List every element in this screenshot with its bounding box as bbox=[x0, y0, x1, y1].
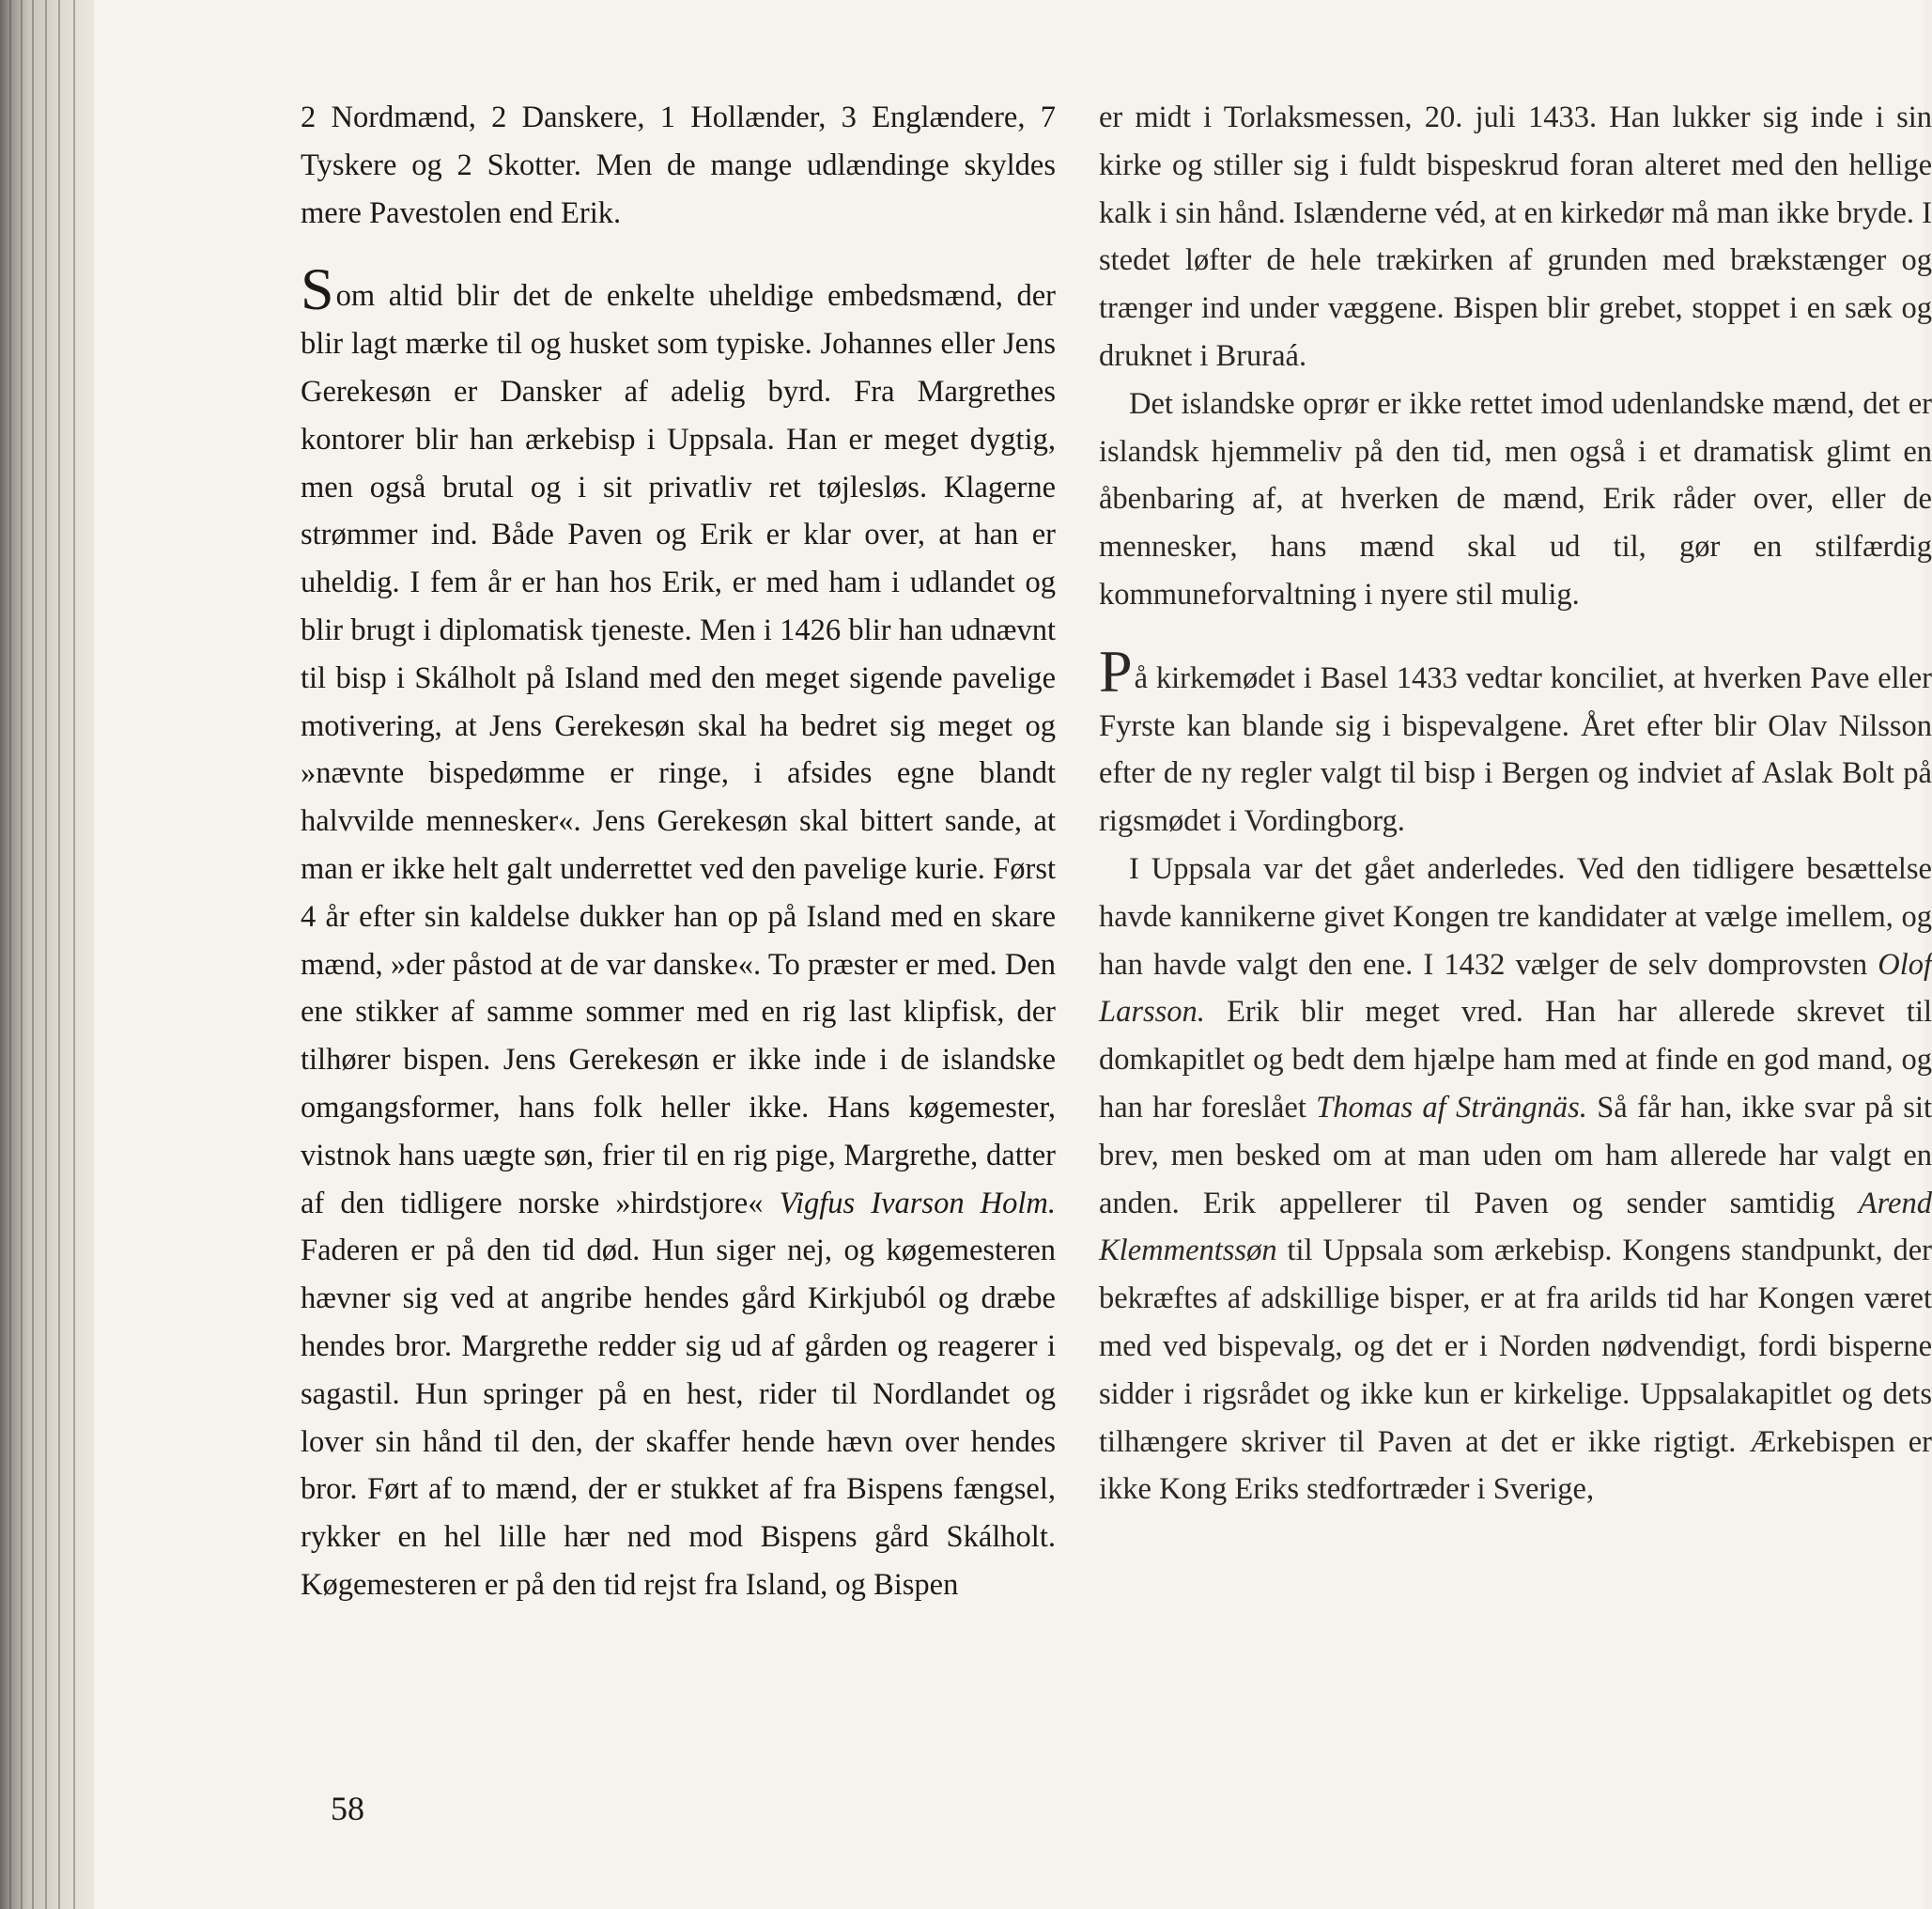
page-number: 58 bbox=[331, 1790, 364, 1827]
paragraph bbox=[1099, 846, 1932, 1513]
paragraph-text: Det islandske oprør er ikke rettet imod udenlandske mænd, det er islandsk hjemmeliv på den tid, men også i et dramatisk glimt en åbenbaring af, at hverken de mænd, Erik råder over, eller de mennesker, hans mænd skal ud til, gør en stilfærdig kommuneforvaltning i nyere stil mulig. bbox=[1099, 386, 1932, 612]
drop-cap: S bbox=[301, 256, 334, 323]
left-column bbox=[301, 94, 1056, 1609]
paragraph bbox=[1099, 94, 1932, 380]
paragraph bbox=[301, 256, 1056, 1608]
paragraph-text: å kirkemødet i Basel 1433 vedtar konciliet, at hverken Pave eller Fyrste kan blande sig i bispevalgene. Året efter blir Olav Nilsson efter de ny regler valgt til bisp i Bergen og indviet af Aslak Bolt på rigsmødet i Vordingborg. bbox=[1099, 660, 1932, 839]
paragraph bbox=[301, 94, 1056, 237]
italic-name: Vigfus Ivarson Holm. bbox=[779, 1186, 1056, 1220]
paragraph bbox=[1099, 637, 1932, 846]
paragraph-text: Så får han, ikke svar på sit brev, men besked om at man uden om ham allerede har valgt en anden. Erik appellerer til Paven og sender samtidig bbox=[1099, 1090, 1932, 1220]
paragraph-text: til Uppsala som ærkebisp. Kongens standpunkt, der bekræftes af adskillige bisper, er at fra arilds tid har Kongen været med ved bispevalg, og det er i Norden nødvendigt, fordi bisperne sidder i rigsrådet og ikke kun er kirkelige. Uppsalakapitlet og dets tilhængere skriver til Paven at det er ikke rigtigt. Ærkebispen er ikke Kong Eriks stedfortræder i Sverige, bbox=[1099, 1234, 1932, 1507]
book-page-edges bbox=[0, 0, 94, 1909]
italic-name: Thomas af Strängnäs. bbox=[1316, 1090, 1587, 1125]
paragraph-text: om altid blir det de enkelte uheldige embedsmænd, der blir lagt mærke til og husket som typiske. Johannes eller Jens Gerekesøn er Dansker af adelig byrd. Fra Margrethes kontorer blir han ærkebisp i Uppsala. Han er meget dygtig, men også brutal og i sit privatliv ret tøjlesløs. Klagerne strømmer ind. Både Paven og Erik er klar over, at han er uheldig. I fem år er han hos Erik, er med ham i udlandet og blir brugt i diplomatisk tjeneste. Men i 1426 blir han udnævnt til bisp i Skálholt på Island med den meget sigende pavelige motivering, at Jens Gerekesøn skal ha bedret sig meget og »nævnte bispedømme er ringe, i afsides egne blandt halvvilde mennesker«. Jens Gerekesøn skal bittert sande, at man er ikke helt galt underrettet ved den pavelige kurie. Først 4 år efter sin kaldelse dukker han op på Island med en skare mænd, »der påstod at de var danske«. To præster er med. Den ene stikker af samme sommer med en rig last klipfisk, der tilhører bispen. Jens Gerekesøn er ikke inde i de islandske omgangsformer, hans folk heller ikke. Hans køgemester, vistnok hans uægte søn, frier til en rig pige, Margrethe, datter af den tidligere norske »hirdstjore« bbox=[301, 279, 1056, 1220]
drop-cap: P bbox=[1099, 637, 1133, 705]
italic-name: Olof Larsson. bbox=[1099, 947, 1932, 1030]
book-page bbox=[94, 0, 1932, 1909]
paragraph-text: 2 Nordmænd, 2 Danskere, 1 Hollænder, 3 Englændere, 7 Tyskere og 2 Skotter. Men de mange udlændinge skyldes mere Pavestolen end Erik. bbox=[301, 101, 1056, 230]
paragraph-text: Erik blir meget vred. Han har allerede skrevet til domkapitlet og bedt dem hjælpe ham med at finde en god mand, og han har foreslået bbox=[1099, 995, 1932, 1125]
paragraph-text: Faderen er på den tid død. Hun siger nej, og køgemesteren hævner sig ved at angribe hendes gård Kirkjuból og dræbe hendes bror. Margrethe redder sig ud af gården og reagerer i sagastil. Hun springer på en hest, rider til Nordlandet og lover sin hånd til den, der skaffer hende hævn over hendes bror. Ført af to mænd, der er stukket af fra Bispens fængsel, rykker en hel lille hær ned mod Bispens gård Skálholt. Køgemesteren er på den tid rejst fra Island, og Bispen bbox=[301, 1234, 1056, 1602]
paragraph-text: er midt i Torlaksmessen, 20. juli 1433. Han lukker sig inde i sin kirke og stiller sig i fuldt bispeskrud foran alteret med den hellige kalk i sin hånd. Islænderne véd, at en kirkedør må man ikke bryde. I stedet løfter de hele trækirken af grunden med brækstænger og trænger ind under væggene. Bispen blir grebet, stoppet i en sæk og druknet i Bruraá. bbox=[1099, 101, 1932, 373]
paragraph-text: I Uppsala var det gået anderledes. Ved den tidligere besættelse havde kannikerne givet Kongen tre kandidater at vælge imellem, og han havde valgt den ene. I 1432 vælger de selv domprovsten bbox=[1099, 851, 1932, 982]
right-column bbox=[1099, 94, 1932, 1513]
paragraph bbox=[1099, 380, 1932, 619]
italic-name: Arend Klemmentssøn bbox=[1099, 1186, 1932, 1268]
